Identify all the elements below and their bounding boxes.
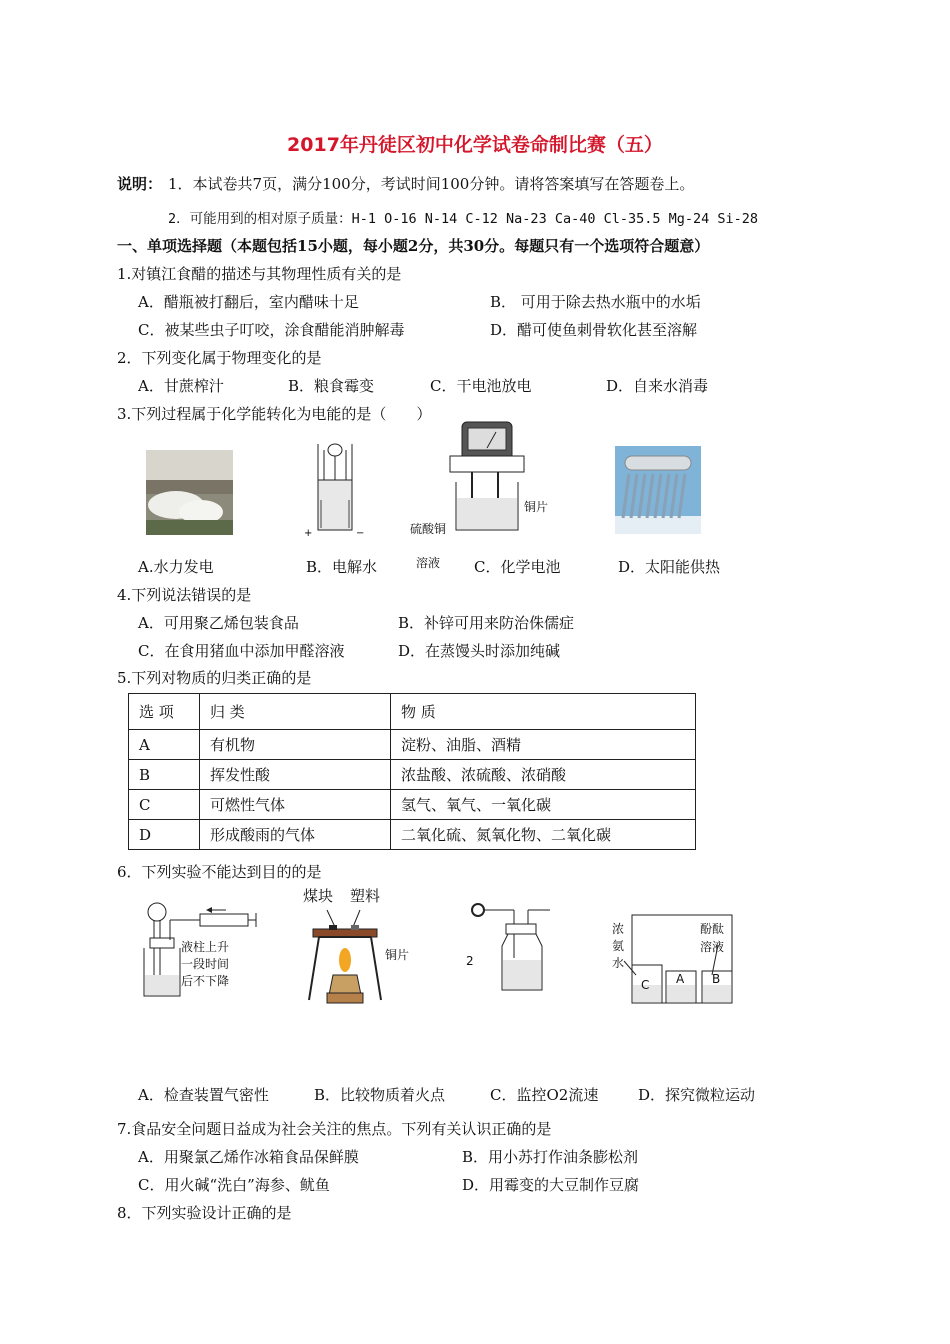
table-cell: 浓盐酸、浓硫酸、浓硝酸 [391, 760, 696, 790]
fig4-beaker-a: A [676, 972, 685, 986]
fig4-beaker-b: B [712, 972, 721, 986]
fig4-left-char2: 氨 [612, 939, 625, 953]
section-heading: 一、单项选择题（本题包括15小题，每小题2分，共30分。每题只有一个选项符合题意） [117, 237, 710, 255]
minus-label: − [356, 528, 365, 539]
table-cell: 氢气、氧气、一氧化碳 [391, 790, 696, 820]
table-header-cell: 选 项 [129, 694, 200, 730]
q4-option-b: B．补锌可用来防治侏儒症 [398, 614, 575, 632]
table-header-cell: 物 质 [391, 694, 696, 730]
q7-stem: 7.食品安全问题日益成为社会关注的焦点。下列有关认识正确的是 [117, 1120, 552, 1138]
q6-option-a: A．检查装置气密性 [138, 1086, 269, 1104]
page-title: 2017年丹徒区初中化学试卷命制比赛（五） [287, 134, 663, 156]
q4-option-c: C．在食用猪血中添加甲醛溶液 [138, 642, 345, 660]
q4-option-a: A．可用聚乙烯包装食品 [138, 614, 299, 632]
table-row [129, 730, 696, 760]
table-row [129, 820, 696, 850]
fig2-plastic-label: 塑料 [350, 887, 381, 905]
table-header-row [129, 694, 696, 730]
q7-option-d: D．用霉变的大豆制作豆腐 [462, 1176, 640, 1194]
q7-option-c: C．用火碱“洗白”海参、鱿鱼 [138, 1176, 330, 1194]
q6-option-c: C．监控O2流速 [490, 1086, 599, 1104]
q1-option-a: A．醋瓶被打翻后，室内醋味十足 [138, 293, 359, 311]
fig3-label: 2 [466, 954, 474, 968]
fig2-copper-label: 铜片 [385, 948, 410, 962]
q6-option-b: B．比较物质着火点 [314, 1086, 446, 1104]
fig1-label-line3: 后不下降 [181, 974, 230, 988]
q2-option-a: A．甘蔗榨汁 [138, 377, 224, 395]
fig4-right-line2: 溶液 [700, 940, 725, 954]
q1-option-c: C．被某些虫子叮咬，涂食醋能消肿解毒 [138, 321, 405, 339]
q7-option-a: A．用聚氯乙烯作冰箱食品保鲜膜 [138, 1148, 359, 1166]
hydropower-photo [146, 450, 233, 535]
q3-option-a: A.水力发电 [138, 558, 214, 576]
q6-option-d: D．探究微粒运动 [638, 1086, 756, 1104]
table-cell: 可燃性气体 [200, 790, 391, 820]
table-header-cell: 归 类 [200, 694, 391, 730]
q4-option-d: D．在蒸馒头时添加纯碱 [398, 642, 561, 660]
q3-option-b: B．电解水 [306, 558, 378, 576]
gas-flow-figure [468, 898, 558, 994]
q7-option-b: B．用小苏打作油条膨松剂 [462, 1148, 639, 1166]
fig4-right-line1: 酚酞 [700, 922, 725, 936]
classification-table [128, 693, 696, 850]
copper-sheet-label: 铜片 [524, 500, 549, 514]
fig4-left-char1: 浓 [612, 922, 625, 936]
fig1-label-line2: 一段时间 [181, 957, 230, 971]
instructions-line2: 2．可能用到的相对原子质量：H-1 O-16 N-14 C-12 Na-23 Ca-40 Cl-35.5 Mg-24 Si-28 [168, 211, 759, 227]
table-cell: 有机物 [200, 730, 391, 760]
q1-option-d: D．醋可使鱼刺骨软化甚至溶解 [490, 321, 698, 339]
table-cell: D [129, 820, 200, 850]
chemical-cell-figure [440, 420, 540, 535]
table-cell: A [129, 730, 200, 760]
q8-stem: 8．下列实验设计正确的是 [117, 1204, 292, 1222]
q2-option-c: C．干电池放电 [430, 377, 532, 395]
q3-stem: 3.下列过程属于化学能转化为电能的是（ ） [117, 405, 432, 423]
fig2-coal-label: 煤块 [303, 887, 334, 905]
solution-label: 溶液 [416, 556, 441, 570]
table-cell: B [129, 760, 200, 790]
table-row [129, 760, 696, 790]
plus-label: + [304, 528, 313, 539]
table-cell: 二氧化硫、氮氧化物、二氧化碳 [391, 820, 696, 850]
q3-option-d: D．太阳能供热 [618, 558, 721, 576]
fig1-label-line1: 液柱上升 [181, 940, 230, 954]
table-cell: 挥发性酸 [200, 760, 391, 790]
table-cell: 形成酸雨的气体 [200, 820, 391, 850]
q1-option-b: B． 可用于除去热水瓶中的水垢 [490, 293, 701, 311]
q2-stem: 2．下列变化属于物理变化的是 [117, 349, 322, 367]
fig4-beaker-c: C [641, 978, 650, 992]
q5-stem: 5.下列对物质的归类正确的是 [117, 669, 312, 687]
table-row [129, 790, 696, 820]
solar-heater-photo [615, 446, 701, 534]
fig4-left-char3: 水 [612, 956, 625, 970]
instructions-line1: 1．本试卷共7页，满分100分，考试时间100分钟。请将答案填写在答题卷上。 [168, 175, 695, 193]
q2-option-b: B．粮食霉变 [288, 377, 375, 395]
electrolysis-figure [300, 440, 370, 540]
q4-stem: 4.下列说法错误的是 [117, 586, 252, 604]
q1-stem: 1.对镇江食醋的描述与其物理性质有关的是 [117, 265, 402, 283]
q2-option-d: D．自来水消毒 [606, 377, 709, 395]
cuso4-label: 硫酸铜 [410, 522, 447, 536]
table-cell: C [129, 790, 200, 820]
q3-option-c: C．化学电池 [474, 558, 561, 576]
instructions-label: 说明： [117, 175, 163, 193]
table-cell: 淀粉、油脂、酒精 [391, 730, 696, 760]
q6-stem: 6．下列实验不能达到目的的是 [117, 863, 322, 881]
ignition-figure [305, 905, 385, 1005]
